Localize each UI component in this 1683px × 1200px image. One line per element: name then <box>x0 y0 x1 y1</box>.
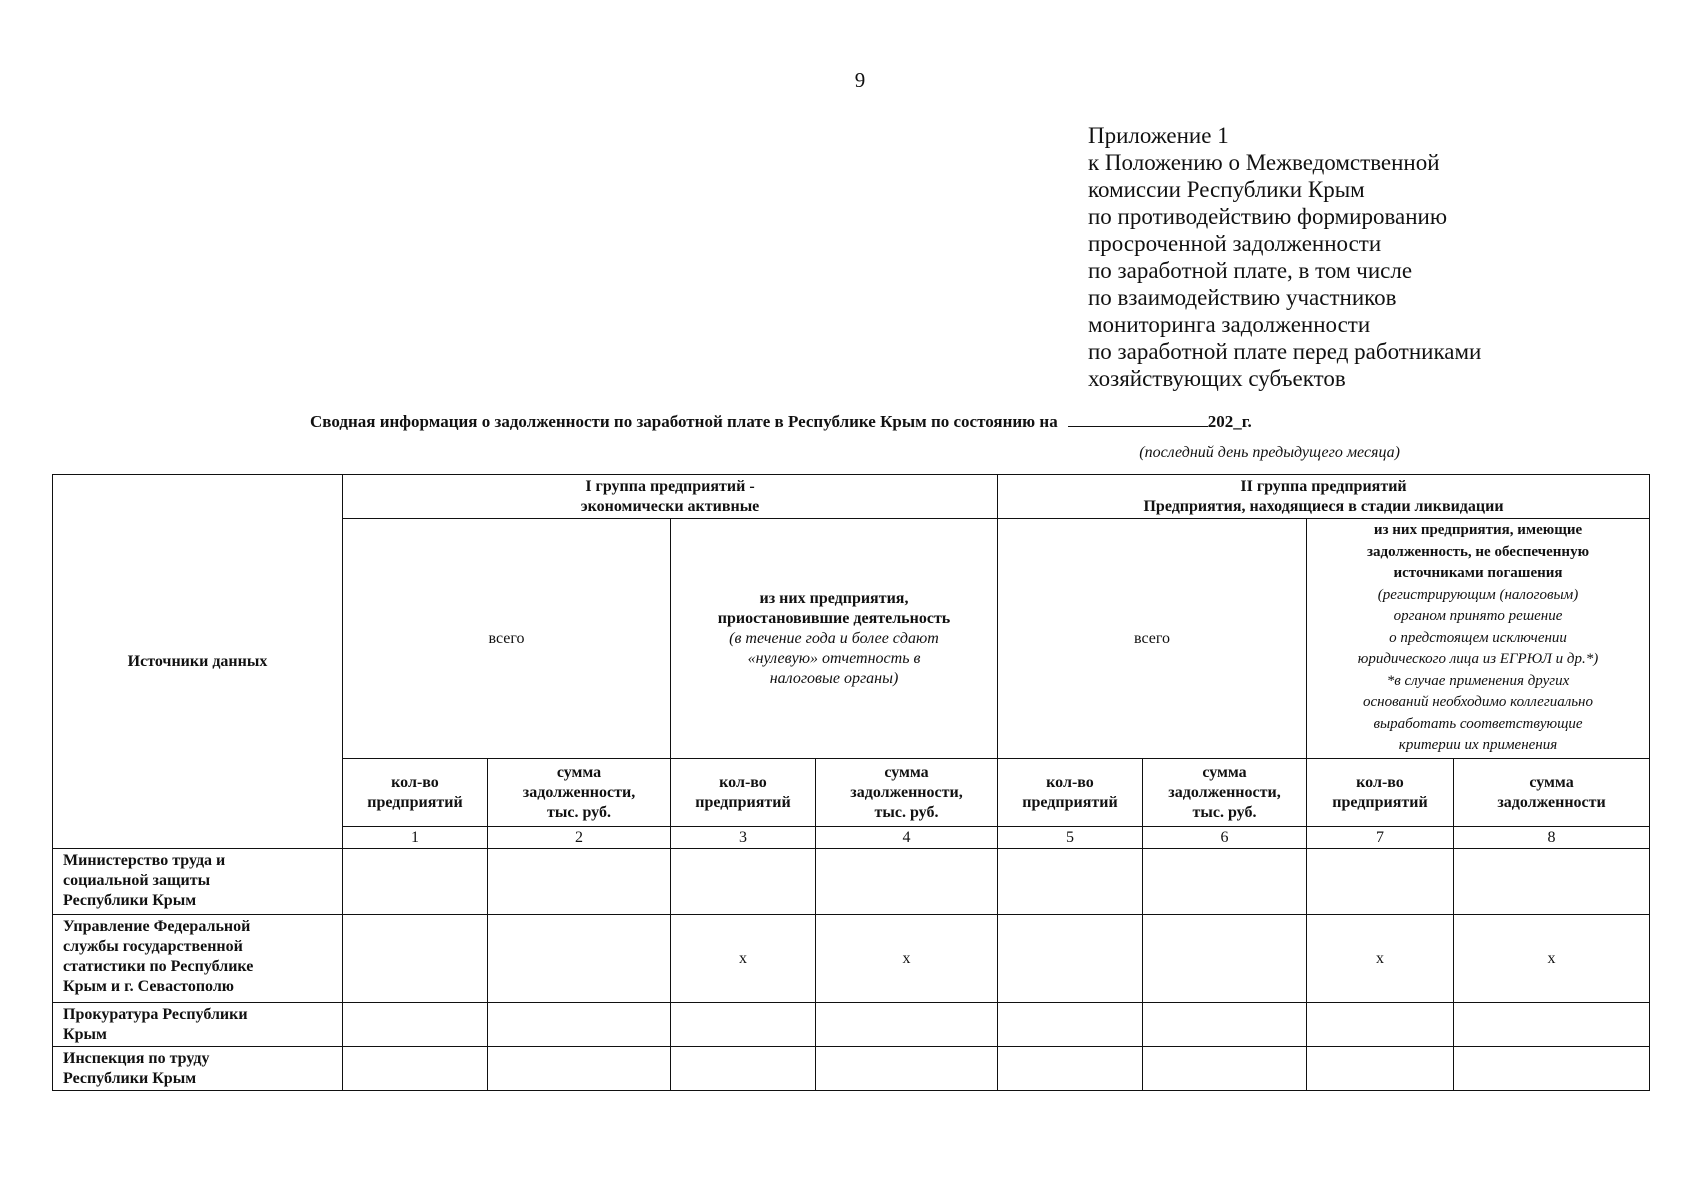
data-cell[interactable] <box>343 1003 488 1047</box>
source-line: Крым и г. Севастополю <box>63 978 235 995</box>
appendix-line: просроченной задолженности <box>1088 231 1382 256</box>
g1-suspended-line: приостановившие деятельность <box>717 609 951 627</box>
data-cell[interactable] <box>671 1047 816 1091</box>
g1-suspended-note: «нулевую» отчетность в <box>747 649 921 667</box>
column-number: 7 <box>1307 827 1454 849</box>
data-cell[interactable] <box>488 849 671 915</box>
g2-unsecured-note: (регистрирующим (налоговым) <box>1377 586 1579 603</box>
g2-unsecured-note: органом принято решение <box>1393 608 1563 625</box>
data-cell[interactable] <box>1143 1003 1307 1047</box>
data-cell[interactable] <box>1307 849 1454 915</box>
data-cell[interactable] <box>343 915 488 1003</box>
group2-line: Предприятия, находящиеся в стадии ликвидации <box>1143 497 1504 515</box>
col-count-line: предприятий <box>695 793 791 811</box>
data-cell[interactable] <box>998 915 1143 1003</box>
g2-unsecured-line: источниками погашения <box>1393 565 1563 582</box>
g2-unsecured-header <box>1307 519 1650 759</box>
data-cell[interactable] <box>1307 1003 1454 1047</box>
appendix-line: по заработной плате перед работниками <box>1088 339 1482 364</box>
source-line: Управление Федеральной <box>63 918 251 935</box>
report-table <box>52 474 1650 1091</box>
col-sum-header <box>1143 759 1307 827</box>
data-cell[interactable] <box>998 849 1143 915</box>
col-sum-line: задолженности, <box>1168 783 1281 801</box>
date-blank-line <box>1068 412 1208 427</box>
data-cell[interactable] <box>488 915 671 1003</box>
data-cell[interactable]: х <box>816 915 998 1003</box>
col-count-line: кол-во <box>719 773 767 791</box>
col-count-header <box>1307 759 1454 827</box>
source-cell <box>53 1003 343 1047</box>
document-title-text: Сводная информация о задолженности по заработной плате в Республике Крым по состоянию на <box>310 412 1058 431</box>
source-header: Источники данных <box>53 475 343 849</box>
col-count-line: кол-во <box>391 773 439 791</box>
col-count-line: предприятий <box>367 793 463 811</box>
table-row <box>53 915 1650 1003</box>
appendix-line: по взаимодействию участников <box>1088 285 1397 310</box>
column-number: 4 <box>816 827 998 849</box>
data-cell[interactable] <box>1454 1003 1650 1047</box>
source-line: Республики Крым <box>63 1070 197 1087</box>
g1-suspended-header <box>671 519 998 759</box>
g2-unsecured-note: юридического лица из ЕГРЮЛ и др.*) <box>1357 651 1599 668</box>
data-cell[interactable]: х <box>671 915 816 1003</box>
col-sum-line: сумма <box>884 763 929 781</box>
column-number: 6 <box>1143 827 1307 849</box>
group1-header <box>343 475 998 519</box>
col-count-line: предприятий <box>1022 793 1118 811</box>
data-cell[interactable] <box>671 849 816 915</box>
col-sum-line: задолженности <box>1497 793 1606 811</box>
data-cell[interactable]: х <box>1454 915 1650 1003</box>
g1-suspended-line: из них предприятия, <box>759 589 909 607</box>
col-count-line: кол-во <box>1046 773 1094 791</box>
appendix-line: по заработной плате, в том числе <box>1088 258 1413 283</box>
table-row <box>53 849 1650 915</box>
source-cell <box>53 849 343 915</box>
title-note: (последний день предыдущего месяца) <box>1139 444 1400 461</box>
col-sum-line: задолженности, <box>522 783 636 801</box>
data-cell[interactable]: х <box>1307 915 1454 1003</box>
col-count-line: предприятий <box>1332 793 1428 811</box>
appendix-line: хозяйствующих субъектов <box>1088 366 1346 391</box>
column-number: 5 <box>998 827 1143 849</box>
col-count-header <box>343 759 488 827</box>
data-cell[interactable] <box>488 1003 671 1047</box>
page-number: 9 <box>854 68 866 92</box>
data-cell[interactable] <box>998 1003 1143 1047</box>
source-line: социальной защиты <box>63 872 211 889</box>
date-suffix: 202_г. <box>1207 412 1252 431</box>
column-number: 1 <box>343 827 488 849</box>
group2-line: II группа предприятий <box>1240 477 1407 495</box>
col-sum-line: сумма <box>1529 773 1574 791</box>
g1-suspended-note: (в течение года и более сдают <box>729 629 939 647</box>
col-count-line: кол-во <box>1356 773 1404 791</box>
data-cell[interactable] <box>1143 849 1307 915</box>
appendix-header <box>1088 122 1588 392</box>
column-number: 3 <box>671 827 816 849</box>
data-cell[interactable] <box>998 1047 1143 1091</box>
col-sum-header <box>488 759 671 827</box>
col-sum-line: тыс. руб. <box>1192 803 1257 821</box>
data-cell[interactable] <box>488 1047 671 1091</box>
appendix-line: комиссии Республики Крым <box>1088 177 1365 202</box>
group1-line: экономически активные <box>580 497 760 515</box>
column-number: 8 <box>1454 827 1650 849</box>
col-sum-line: сумма <box>556 763 602 781</box>
g1-suspended-note: налоговые органы) <box>769 669 899 687</box>
source-line: Министерство труда и <box>63 852 226 869</box>
source-line: Крым <box>63 1026 107 1043</box>
source-line: Прокуратура Республики <box>63 1006 248 1023</box>
source-line: Республики Крым <box>63 892 197 909</box>
column-number: 2 <box>488 827 671 849</box>
g2-unsecured-note: выработать соответствующие <box>1373 715 1583 732</box>
col-count-header <box>671 759 816 827</box>
table-row <box>53 1003 1650 1047</box>
col-sum-line: тыс. руб. <box>874 803 939 821</box>
g2-unsecured-note: оснований необходимо коллегиально <box>1363 694 1594 711</box>
source-line: Инспекция по труду <box>63 1050 210 1067</box>
source-line: службы государственной <box>63 938 243 955</box>
appendix-line: к Положению о Межведомственной <box>1088 150 1440 175</box>
group1-line: I группа предприятий - <box>585 477 755 495</box>
g2-unsecured-line: задолженность, не обеспеченную <box>1366 543 1590 560</box>
data-cell[interactable] <box>671 1003 816 1047</box>
data-cell[interactable] <box>1454 849 1650 915</box>
group2-header <box>998 475 1650 519</box>
col-sum-line: задолженности, <box>850 783 963 801</box>
data-cell[interactable] <box>1143 1047 1307 1091</box>
g2-unsecured-note: критерии их применения <box>1398 737 1558 754</box>
col-sum-line: тыс. руб. <box>547 803 611 821</box>
data-cell[interactable] <box>816 1047 998 1091</box>
col-sum-line: сумма <box>1202 763 1247 781</box>
data-cell[interactable] <box>343 1047 488 1091</box>
document-title <box>310 412 1460 432</box>
data-cell[interactable] <box>816 1003 998 1047</box>
g2-unsecured-line: из них предприятия, имеющие <box>1373 522 1583 539</box>
data-cell[interactable] <box>1307 1047 1454 1091</box>
source-cell <box>53 1047 343 1091</box>
table-row <box>53 1047 1650 1091</box>
col-sum-header <box>1454 759 1650 827</box>
data-cell[interactable] <box>1143 915 1307 1003</box>
appendix-line: мониторинга задолженности <box>1088 312 1371 337</box>
g2-unsecured-note: о предстоящем исключении <box>1389 629 1567 646</box>
g1-total-header: всего <box>343 519 671 759</box>
g2-unsecured-note: *в случае применения других <box>1386 672 1570 689</box>
appendix-line: Приложение 1 <box>1088 123 1229 148</box>
col-sum-header <box>816 759 998 827</box>
data-cell[interactable] <box>343 849 488 915</box>
g2-total-header: всего <box>998 519 1307 759</box>
col-count-header <box>998 759 1143 827</box>
source-cell <box>53 915 343 1003</box>
data-cell[interactable] <box>816 849 998 915</box>
data-cell[interactable] <box>1454 1047 1650 1091</box>
appendix-line: по противодействию формированию <box>1088 204 1448 229</box>
source-line: статистики по Республике <box>63 958 254 975</box>
